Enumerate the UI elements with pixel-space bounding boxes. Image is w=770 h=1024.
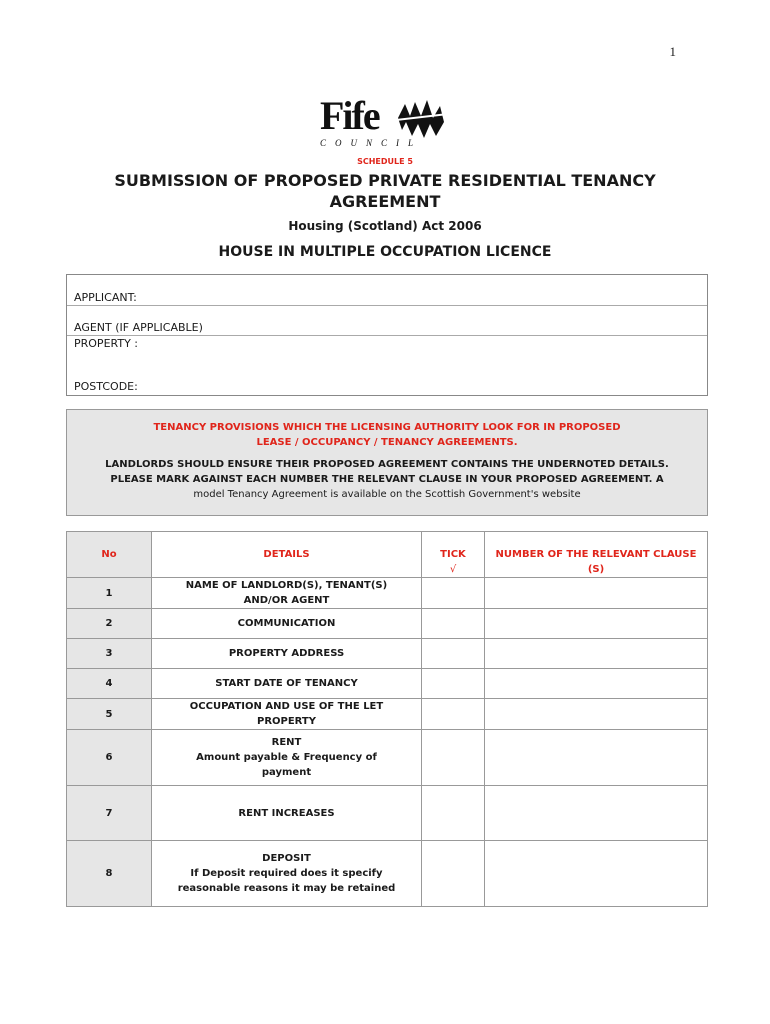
fife-council-logo [318, 94, 454, 154]
clause-cell[interactable] [485, 669, 708, 699]
clause-cell[interactable] [485, 699, 708, 730]
details-line: payment [261, 767, 312, 778]
row-number: 3 [67, 639, 152, 669]
applicant-label: APPLICANT: [74, 291, 137, 304]
row-details: RENT INCREASES [152, 786, 422, 841]
tick-cell[interactable] [422, 578, 485, 609]
tick-cell[interactable] [422, 639, 485, 669]
clause-cell[interactable] [485, 841, 708, 907]
title-line-2: AGREEMENT [329, 192, 441, 211]
property-label: PROPERTY : [74, 337, 139, 350]
postcode-label: POSTCODE: [74, 380, 138, 393]
notice-line-3: model Tenancy Agreement is available on the Scottish Government's website [193, 489, 581, 500]
table-row [67, 669, 708, 699]
notice-heading-line-2: LEASE / OCCUPANCY / TENANCY AGREEMENTS. [256, 437, 518, 448]
row-details [152, 578, 422, 609]
header-no: No [67, 532, 152, 578]
table-row [67, 639, 708, 669]
tick-cell[interactable] [422, 841, 485, 907]
notice-heading-line-1: TENANCY PROVISIONS WHICH THE LICENSING AUTHORITY LOOK FOR IN PROPOSED [153, 422, 621, 433]
schedule-label: SCHEDULE 5 [357, 157, 413, 166]
licence-heading: HOUSE IN MULTIPLE OCCUPATION LICENCE [218, 244, 552, 260]
details-line: AND/OR AGENT [243, 595, 330, 606]
page-title [100, 170, 670, 212]
logo-council: COUNCIL [320, 138, 423, 148]
row-details [152, 730, 422, 786]
notice-heading [67, 420, 707, 450]
table-row [67, 578, 708, 609]
flame-emblem-icon [396, 96, 448, 140]
details-line: DEPOSIT [262, 853, 311, 864]
logo-name: Fife [320, 93, 379, 138]
applicant-row[interactable] [67, 275, 707, 306]
details-line: Amount payable & Frequency of [196, 752, 377, 763]
tick-cell[interactable] [422, 730, 485, 786]
row-number: 2 [67, 609, 152, 639]
details-line: If Deposit required does it specify [190, 868, 383, 879]
tick-cell[interactable] [422, 669, 485, 699]
details-line: PROPERTY [256, 716, 316, 727]
property-row[interactable] [67, 336, 707, 395]
table-row [67, 841, 708, 907]
tick-mark-icon: √ [449, 564, 457, 575]
table-row [67, 699, 708, 730]
row-number: 5 [67, 699, 152, 730]
table-row [67, 730, 708, 786]
details-line: reasonable reasons it may be retained [177, 883, 396, 894]
applicant-info-box [66, 274, 708, 396]
agent-label: AGENT (IF APPLICABLE) [74, 321, 203, 334]
notice-line-1: LANDLORDS SHOULD ENSURE THEIR PROPOSED AGREEMENT CONTAINS THE UNDERNOTED DETAILS. [105, 459, 669, 470]
clause-cell[interactable] [485, 609, 708, 639]
row-details [152, 841, 422, 907]
notice-body [77, 457, 697, 502]
clause-cell[interactable] [485, 786, 708, 841]
act-subtitle: Housing (Scotland) Act 2006 [288, 219, 482, 233]
row-details: PROPERTY ADDRESS [152, 639, 422, 669]
row-number: 4 [67, 669, 152, 699]
tick-cell[interactable] [422, 609, 485, 639]
header-tick [422, 532, 485, 578]
tick-cell[interactable] [422, 699, 485, 730]
row-details: START DATE OF TENANCY [152, 669, 422, 699]
row-number: 1 [67, 578, 152, 609]
clause-cell[interactable] [485, 578, 708, 609]
tenancy-notice [66, 409, 708, 516]
page-number: 1 [669, 44, 676, 59]
row-number: 7 [67, 786, 152, 841]
title-line-1: SUBMISSION OF PROPOSED PRIVATE RESIDENTIAL TENANCY [114, 171, 656, 190]
details-line: RENT [271, 737, 302, 748]
row-number: 8 [67, 841, 152, 907]
row-details: COMMUNICATION [152, 609, 422, 639]
notice-line-2: PLEASE MARK AGAINST EACH NUMBER THE RELEVANT CLAUSE IN YOUR PROPOSED AGREEMENT. A [110, 474, 664, 485]
agent-row[interactable] [67, 306, 707, 336]
table-header-row [67, 532, 708, 578]
clause-cell[interactable] [485, 730, 708, 786]
details-table [66, 531, 708, 907]
clause-cell[interactable] [485, 639, 708, 669]
details-line: OCCUPATION AND USE OF THE LET [189, 701, 384, 712]
details-line: NAME OF LANDLORD(S), TENANT(S) [185, 580, 388, 591]
header-tick-label: TICK [440, 549, 466, 560]
header-clause: NUMBER OF THE RELEVANT CLAUSE (S) [485, 532, 708, 578]
table-row [67, 609, 708, 639]
header-details: DETAILS [152, 532, 422, 578]
table-row [67, 786, 708, 841]
tick-cell[interactable] [422, 786, 485, 841]
row-details [152, 699, 422, 730]
row-number: 6 [67, 730, 152, 786]
